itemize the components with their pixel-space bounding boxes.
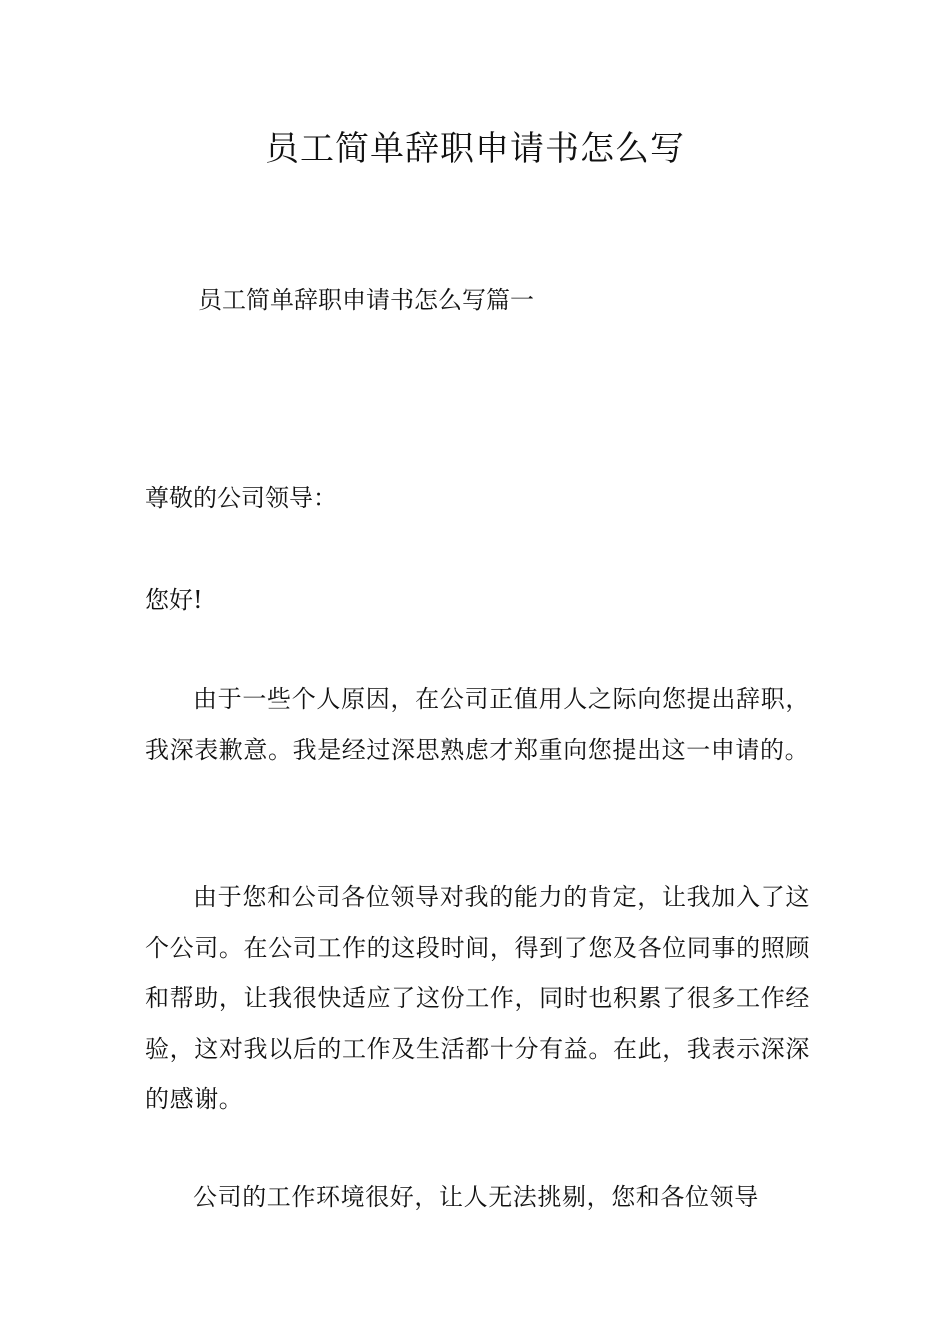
document-title: 员工简单辞职申请书怎么写: [265, 129, 685, 169]
section-heading: 员工简单辞职申请书怎么写篇一: [198, 286, 534, 314]
body-paragraph-3: 公司的工作环境很好，让人无法挑剔，您和各位领导: [193, 1183, 759, 1211]
body-paragraph-2: 由于您和公司各位领导对我的能力的肯定，让我加入了这个公司。在公司工作的这段时间，得到了您及各位同事的照顾和帮助，让我很快适应了这份工作，同时也积累了很多工作经验，这对我以后的工作及生活都十分有益。在此，我表示深深的感谢。: [145, 883, 810, 1113]
salutation: 尊敬的公司领导：: [145, 484, 337, 512]
body-paragraph-1: 由于一些个人原因，在公司正值用人之际向您提出辞职，我深表歉意。我是经过深思熟虑才郑重向您提出这一申请的。: [145, 685, 810, 764]
greeting: 您好!: [145, 586, 203, 614]
